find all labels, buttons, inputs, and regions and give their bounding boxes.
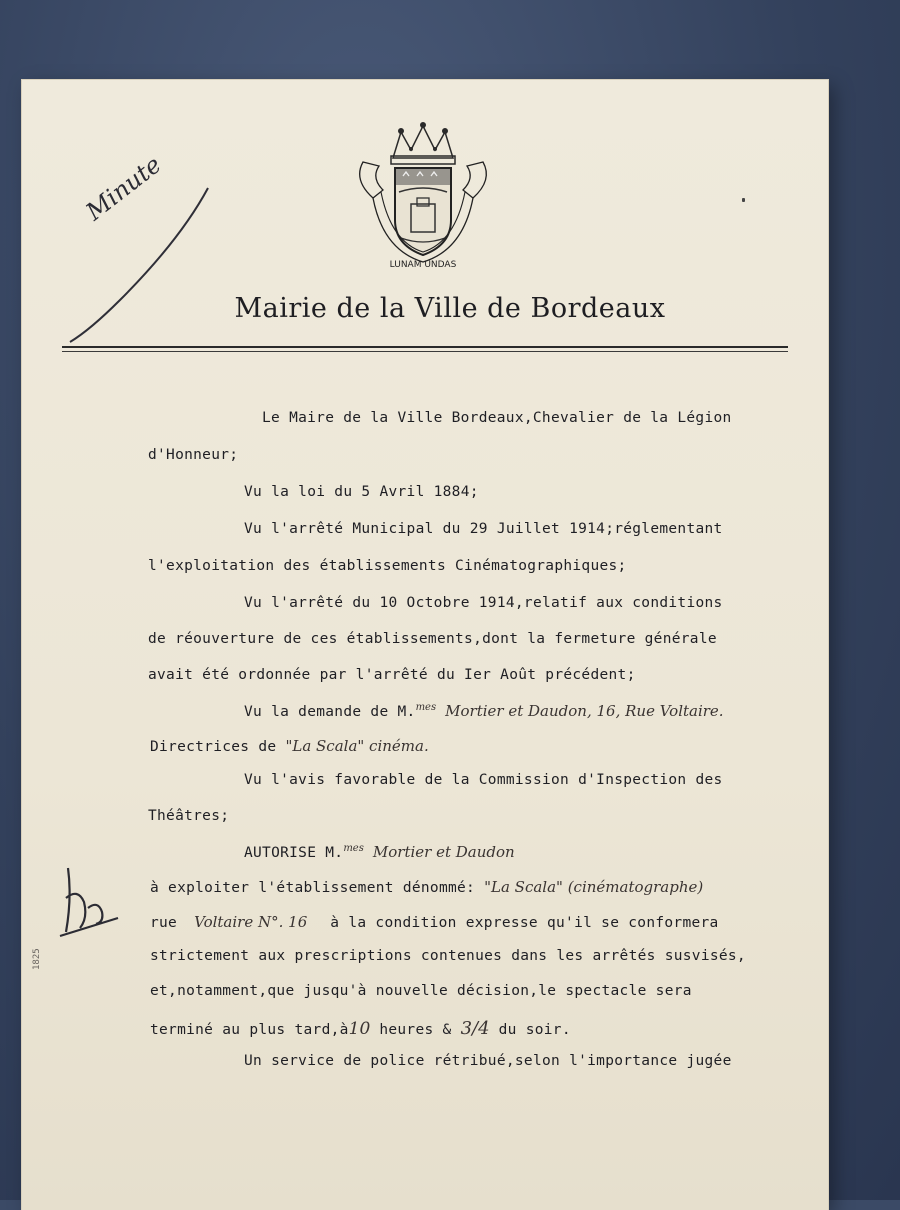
- handwritten-hour: 10: [348, 1019, 371, 1039]
- handwritten-authorised-names: Mortier et Daudon: [372, 843, 515, 861]
- request-prefix: Vu la demande de M.: [244, 704, 416, 720]
- text-line-2: d'Honneur;: [148, 447, 239, 463]
- handwritten-fraction: 3/4: [460, 1018, 490, 1039]
- text-line-15: [150, 913, 719, 931]
- city-coat-of-arms: [343, 120, 503, 270]
- authorise-sup: mes: [343, 843, 364, 855]
- text-line-14: [150, 878, 703, 896]
- crest-motto: LUNAM UNDAS: [389, 260, 457, 270]
- ink-dot: [742, 198, 745, 202]
- request-sup: mes: [415, 702, 437, 714]
- street-prefix: rue: [150, 915, 178, 931]
- text-line-9: [244, 702, 724, 720]
- text-line-8: avait été ordonnée par l'arrêté du Ier Août précédent;: [148, 667, 636, 683]
- closing-time-suffix: du soir.: [498, 1022, 571, 1038]
- condition-text: à la condition expresse qu'il se conformera: [330, 915, 719, 931]
- text-line-7: de réouverture de ces établissements,dont la fermeture générale: [148, 631, 717, 647]
- text-line-10: [150, 737, 429, 755]
- archive-mark: 1825: [32, 948, 42, 970]
- directors-prefix: Directrices de: [150, 739, 277, 755]
- text-line-11: Vu l'avis favorable de la Commission d'Inspection des: [244, 772, 723, 788]
- text-line-13: [244, 843, 515, 861]
- letterhead-rule-thin: [62, 351, 788, 352]
- handwritten-establishment: "La Scala" (cinématographe): [484, 878, 704, 896]
- text-line-19: Un service de police rétribué,selon l'importance jugée: [244, 1053, 732, 1069]
- handwritten-street: Voltaire N°. 16: [194, 913, 308, 931]
- closing-time-mid: heures &: [379, 1022, 452, 1038]
- handwritten-initial: [58, 858, 128, 938]
- text-line-16: strictement aux prescriptions contenues dans les arrêtés susvisés,: [150, 948, 746, 964]
- crest-ribbon-text: LILIA SOLA REGVNT CASTELLO RES: [413, 144, 433, 145]
- exploit-prefix: à exploiter l'établissement dénommé:: [150, 880, 476, 896]
- letterhead-rule-thick: [62, 346, 788, 348]
- text-line-3: Vu la loi du 5 Avril 1884;: [244, 484, 479, 500]
- text-line-1: Le Maire de la Ville Bordeaux,Chevalier de la Légion: [262, 410, 732, 426]
- margin-note-minute: Minute: [80, 150, 167, 226]
- text-line-17: et,notamment,que jusqu'à nouvelle décision,le spectacle sera: [150, 983, 692, 999]
- handwritten-applicants: Mortier et Daudon, 16, Rue Voltaire.: [445, 702, 724, 720]
- text-line-18: [150, 1018, 571, 1039]
- letterhead-title: Mairie de la Ville de Bordeaux: [234, 293, 666, 324]
- text-line-12: Théâtres;: [148, 808, 230, 824]
- text-line-5: l'exploitation des établissements Cinématographiques;: [148, 558, 627, 574]
- authorise-prefix: AUTORISE M.: [244, 845, 344, 861]
- text-line-4: Vu l'arrêté Municipal du 29 Juillet 1914;réglementant: [244, 521, 723, 537]
- handwritten-venue: "La Scala" cinéma.: [285, 737, 429, 755]
- text-line-6: Vu l'arrêté du 10 Octobre 1914,relatif aux conditions: [244, 595, 723, 611]
- closing-time-prefix: terminé au plus tard,à: [150, 1022, 349, 1038]
